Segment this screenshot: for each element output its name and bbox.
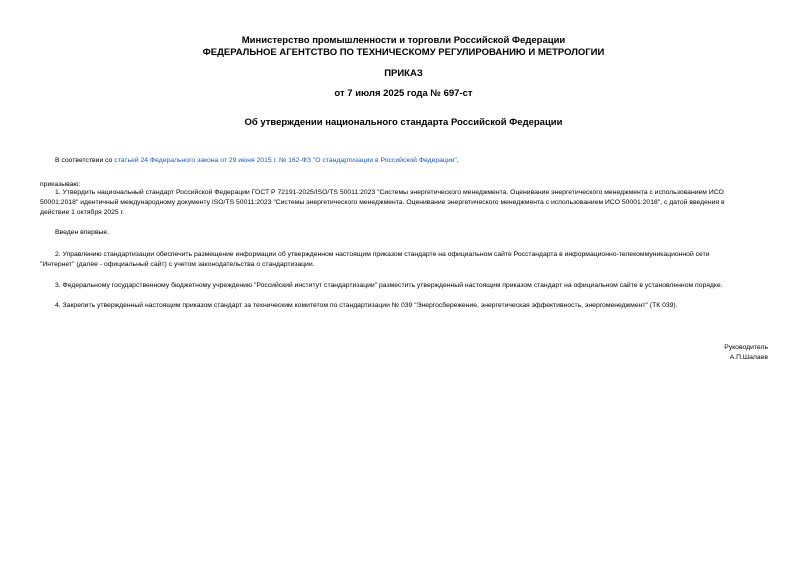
signatory-name: А.П.Шалаев (729, 354, 768, 361)
date-number-heading: от 7 июля 2025 года № 697-ст (334, 88, 473, 99)
item-1-line-1: 1. Утвердить национальный стандарт Российской Федерации ГОСТ Р 72191-2025/ISO/TS 50011:2023 "Системы энергетического менеджмента. Оценивание энергетического менеджмента с использованием ИСО (55, 189, 724, 196)
basis-suffix: , (456, 157, 459, 164)
agency-heading: ФЕДЕРАЛЬНОЕ АГЕНТСТВО ПО ТЕХНИЧЕСКОМУ РЕГУЛИРОВАНИЮ И МЕТРОЛОГИИ (202, 47, 605, 58)
subject-heading: Об утверждении национального стандарта Российской Федерации (244, 117, 563, 128)
item-1-paragraph (40, 188, 770, 218)
document-type-heading: ПРИКАЗ (384, 68, 423, 79)
item-2-paragraph (40, 250, 770, 270)
introduced-note: Введен впервые. (55, 229, 110, 236)
ministry-heading: Министерство промышленности и торговли Российской Федерации (241, 35, 566, 46)
order-word: приказываю: (40, 181, 81, 188)
item-1-line-3: действие 1 октября 2025 г. (40, 209, 125, 216)
basis-paragraph (40, 156, 770, 166)
item-4-paragraph: 4. Закрепить утвержденный настоящим приказом стандарт за техническим комитетом по стандартизации № 039 "Энергосбережение, энергетическая эффективность, энергоменеджмент" (ТК 039). (55, 302, 678, 309)
item-3-paragraph: 3. Федеральному государственному бюджетному учреждению "Российский институт стандартизации" разместить утвержденный настоящим приказом стандарт на официальном сайте в установленном порядке. (55, 282, 723, 289)
item-2-line-1: 2. Управлению стандартизации обеспечить размещение информации об утвержденном настоящим приказом стандарте на официальном сайте Росстандарта в информационно-телекоммуникационной сети (55, 251, 710, 258)
item-1-line-2: 50001:2018" идентичный международному документу ISO/TS 50011:2023 "Системы энергетического менеджмента. Оценивание энергетического менеджмента с использованием ИСО 50001:2018", с датой введения в (40, 199, 725, 206)
signatory-title: Руководитель (724, 344, 768, 351)
item-2-line-2: "Интернет" (далее - официальный сайт) с учетом законодательства о стандартизации. (40, 261, 315, 268)
federal-law-link[interactable]: статьей 24 Федерального закона от 29 июня 2015 г. № 162-ФЗ "О стандартизации в Российской Федерации" (114, 157, 457, 164)
basis-prefix: В соответствии со (55, 157, 115, 164)
